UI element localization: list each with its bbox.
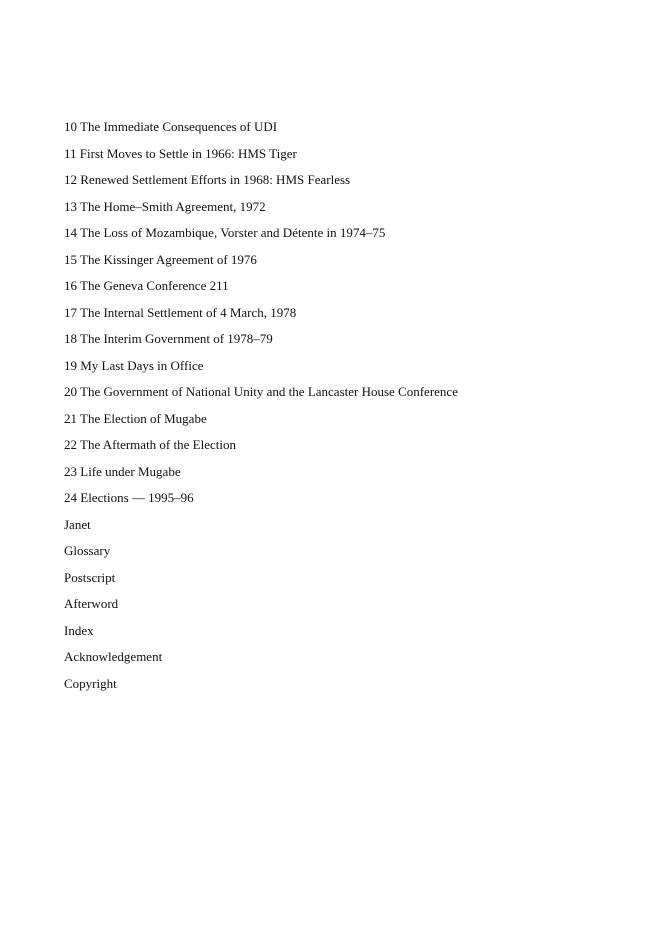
toc-link-chapter-20[interactable]: 20 The Government of National Unity and the Lancaster House Conference — [64, 384, 458, 399]
table-of-contents — [64, 117, 458, 700]
toc-link-index[interactable]: Index — [64, 622, 94, 638]
toc-link-chapter-11[interactable]: 11 First Moves to Settle in 1966: HMS Tiger — [64, 145, 297, 161]
toc-link-chapter-24[interactable]: 24 Elections — 1995–96 — [64, 490, 194, 505]
toc-link-chapter-21[interactable]: 21 The Election of Mugabe — [64, 410, 207, 426]
toc-link-chapter-22[interactable]: 22 The Aftermath of the Election — [64, 437, 236, 452]
toc-link-chapter-18[interactable]: 18 The Interim Government of 1978–79 — [64, 331, 273, 346]
toc-link-chapter-23[interactable]: 23 Life under Mugabe — [64, 463, 181, 479]
toc-link-chapter-12[interactable]: 12 Renewed Settlement Efforts in 1968: HMS Fearless — [64, 172, 351, 187]
toc-link-postscript[interactable]: Postscript — [64, 569, 116, 585]
toc-link-afterword[interactable]: Afterword — [64, 596, 119, 611]
toc-link-copyright[interactable]: Copyright — [64, 675, 117, 691]
toc-link-chapter-16[interactable]: 16 The Geneva Conference 211 — [64, 278, 229, 293]
toc-link-chapter-10[interactable]: 10 The Immediate Consequences of UDI — [64, 119, 278, 134]
toc-link-acknowledgement[interactable]: Acknowledgement — [64, 649, 163, 664]
toc-link-chapter-13[interactable]: 13 The Home–Smith Agreement, 1972 — [64, 198, 266, 214]
toc-link-glossary[interactable]: Glossary — [64, 543, 111, 558]
toc-link-chapter-14[interactable]: 14 The Loss of Mozambique, Vorster and Détente in 1974–75 — [64, 225, 386, 240]
toc-link-chapter-15[interactable]: 15 The Kissinger Agreement of 1976 — [64, 251, 257, 267]
toc-link-chapter-17[interactable]: 17 The Internal Settlement of 4 March, 1978 — [64, 304, 297, 320]
toc-link-janet[interactable]: Janet — [64, 516, 91, 532]
toc-link-chapter-19[interactable]: 19 My Last Days in Office — [64, 357, 204, 373]
